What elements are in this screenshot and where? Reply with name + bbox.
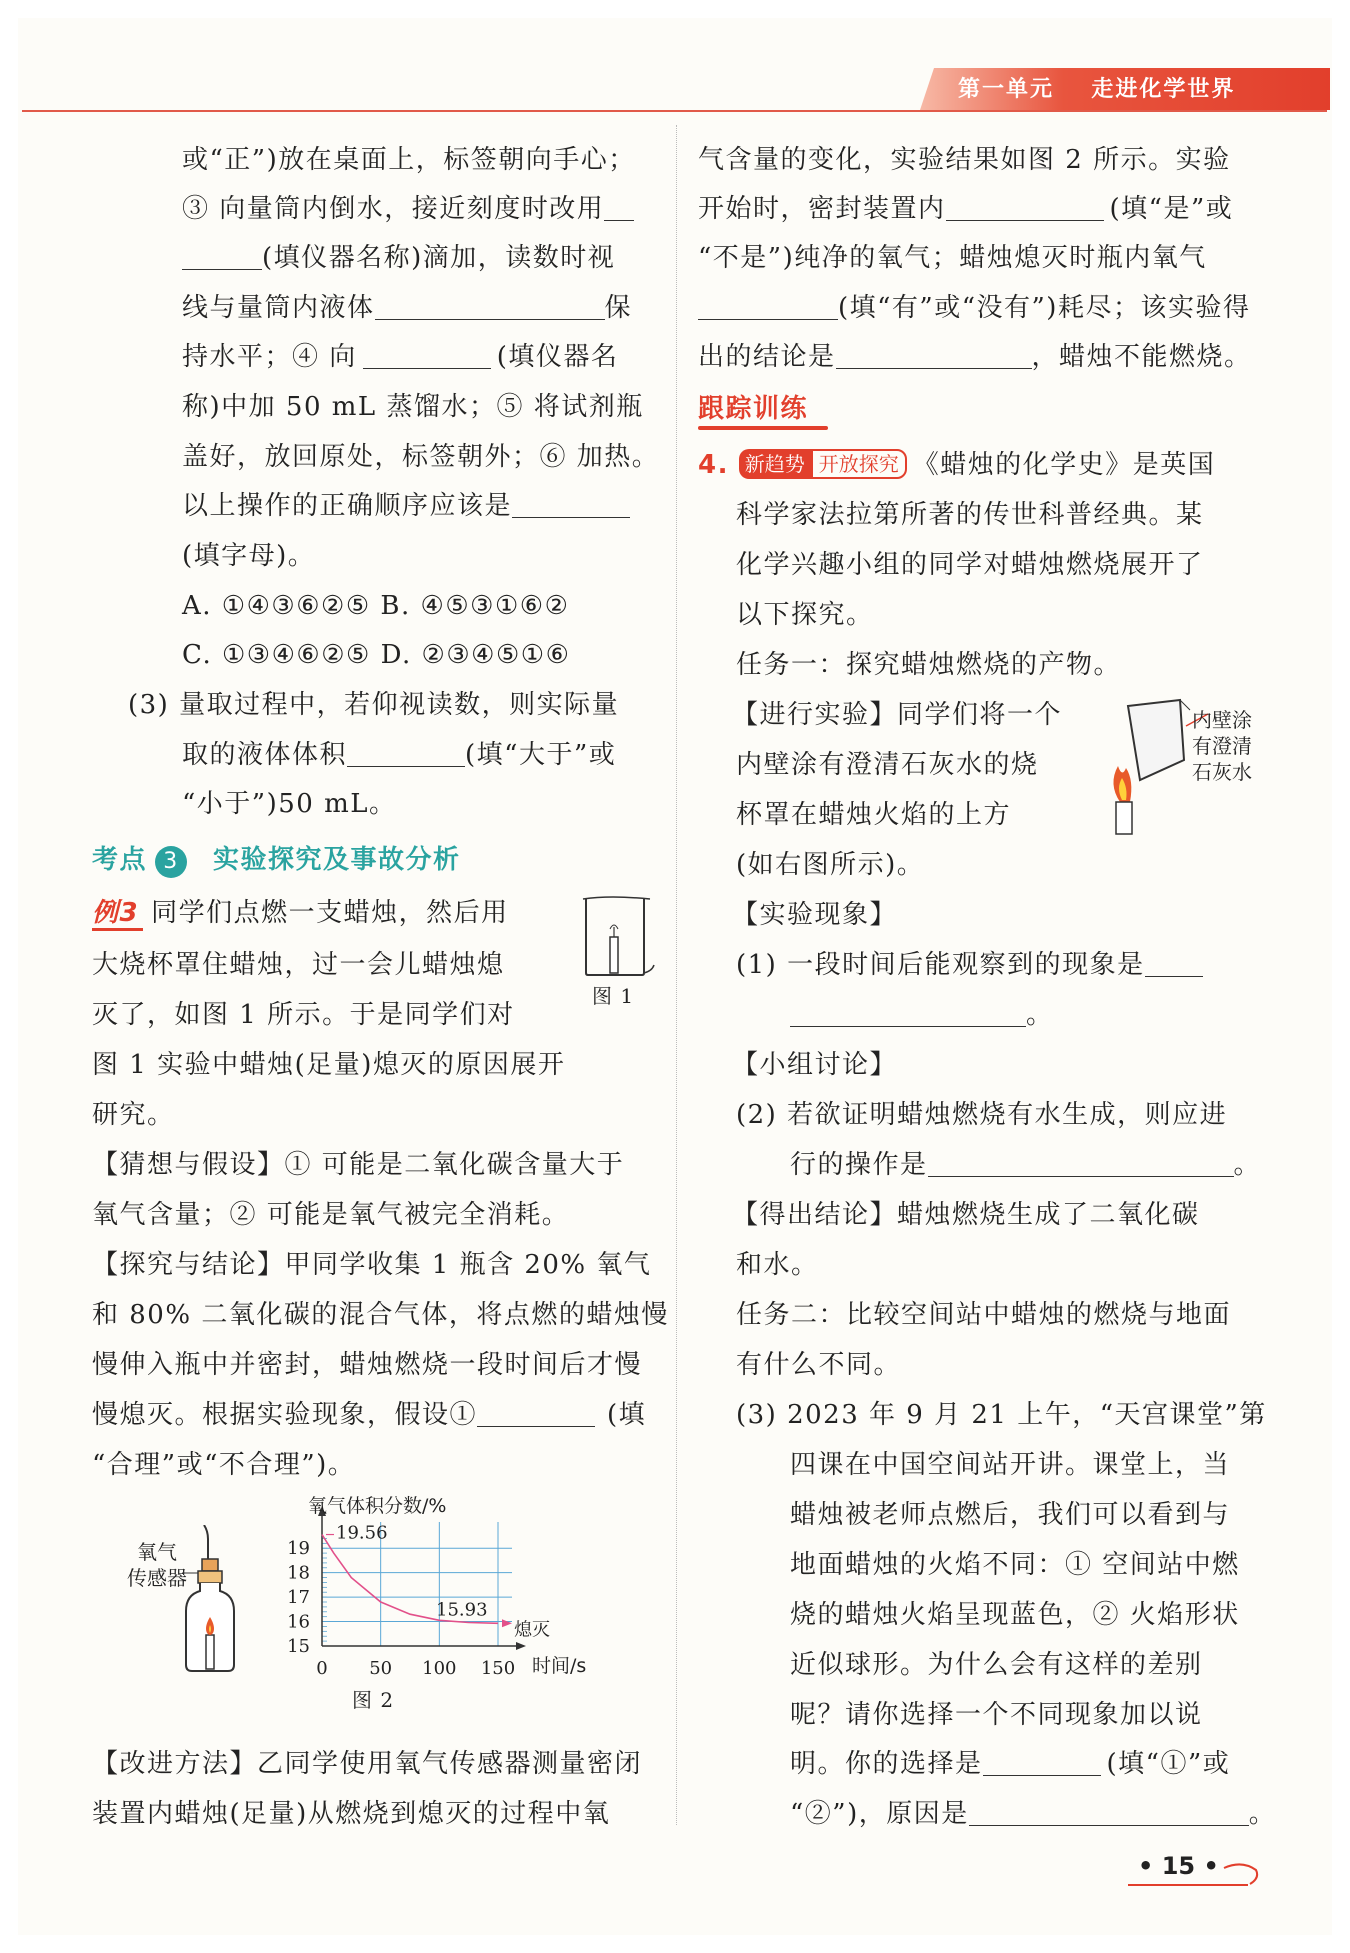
beaker-label-line2: 有澄清 [1192, 734, 1252, 758]
text-line: “②”)，原因是 。 [790, 1799, 1277, 1829]
header-title [958, 72, 1235, 108]
text-line: (3) 2023 年 9 月 21 上午，“天宫课堂”第 [736, 1400, 1267, 1430]
option-line: C. ①③④⑥②⑤ D. ②③④⑤①⑥ [182, 640, 571, 670]
answer-blank[interactable] [1145, 950, 1203, 977]
page-number: • 15 • [1138, 1852, 1219, 1880]
sensor-label-line1: 氧气 [137, 1540, 177, 1564]
text-line: 盖好，放回原处，标签朝外；⑥ 加热。 [182, 442, 660, 472]
option-line: A. ①④③⑥②⑤ B. ④⑤③①⑥② [182, 591, 570, 621]
text-line: 。 [790, 998, 1054, 1032]
answer-blank[interactable] [347, 740, 465, 767]
column-divider [676, 125, 677, 1825]
example-badge: 例3 [92, 898, 143, 931]
kaodian-title: 实验探究及事故分析 [213, 845, 461, 875]
text-line: 杯罩在蜡烛火焰的上方 [736, 800, 1012, 830]
x-tick-label: 150 [480, 1658, 516, 1679]
unit-label: 第一单元 [958, 77, 1055, 102]
text-line: 蜡烛被老师点燃后，我们可以看到与 [790, 1500, 1231, 1530]
y-tick-label: 17 [287, 1587, 310, 1609]
text-line: 氧气含量；② 可能是氧气被完全消耗。 [92, 1200, 570, 1230]
text-line: “合理”或“不合理”)。 [92, 1450, 356, 1480]
text-line: (填“有”或“没有”)耗尽；该实验得 [698, 291, 1250, 325]
answer-blank[interactable] [969, 1799, 1249, 1826]
text-line: 和水。 [736, 1250, 819, 1280]
section-underline [698, 426, 828, 430]
answer-blank[interactable] [182, 243, 262, 270]
text-line: (1) 一段时间后能观察到的现象是 [736, 948, 1203, 982]
sensor-label-line2: 传感器 [127, 1566, 187, 1590]
text-line: 例3 同学们点燃一支蜡烛，然后用 [92, 896, 509, 930]
text-line: 行的操作是 。 [790, 1150, 1262, 1180]
answer-blank[interactable] [928, 1150, 1234, 1177]
y-tick-label: 15 [287, 1636, 310, 1657]
text-line: 地面蜡烛的火焰不同：① 空间站中燃 [790, 1550, 1240, 1580]
text-line: 和 80% 二氧化碳的混合气体，将点燃的蜡烛慢 [92, 1300, 669, 1330]
question-header: 4. 新趋势 开放探究 《蜡烛的化学史》是英国 [698, 450, 1216, 480]
text-line: (填字母)。 [182, 541, 316, 571]
x-axis-arrow [516, 1642, 526, 1650]
text-line: 明。你的选择是 (填“①”或 [790, 1749, 1231, 1779]
x-axis-label: 时间/s [532, 1655, 587, 1677]
text-line: 气含量的变化，实验结果如图 2 所示。实验 [698, 145, 1231, 175]
text-line: 烧的蜡烛火焰呈现蓝色，② 火焰形状 [790, 1600, 1240, 1630]
text-line: 出的结论是 ，蜡烛不能燃烧。 [698, 342, 1252, 372]
tag-open-inquiry: 开放探究 [811, 449, 907, 479]
text-line: (2) 若欲证明蜡烛燃烧有水生成，则应进 [736, 1100, 1228, 1130]
y-tick-label: 16 [287, 1611, 310, 1633]
y-axis-label: 氧气体积分数/% [308, 1495, 447, 1517]
end-marker-arrow [502, 1619, 512, 1627]
text-line: 研究。 [92, 1100, 175, 1130]
kaodian-label: 考点 [92, 845, 148, 875]
page-corner-swirl-icon [1222, 1860, 1262, 1890]
text-line: “不是”)纯净的氧气；蜡烛熄灭时瓶内氧气 [698, 243, 1207, 273]
answer-blank[interactable] [363, 342, 491, 369]
answer-blank[interactable] [604, 194, 634, 221]
tag-new-trend: 新趋势 [739, 449, 811, 479]
text-line: 任务一：探究蜡烛燃烧的产物。 [736, 650, 1122, 680]
answer-blank[interactable] [375, 293, 605, 320]
data-label-start: 19.56 [336, 1522, 388, 1544]
text-line: 灭了，如图 1 所示。于是同学们对 [92, 1000, 515, 1030]
answer-blank[interactable] [983, 1749, 1101, 1776]
text-line: 【改进方法】乙同学使用氧气传感器测量密闭 [92, 1749, 643, 1779]
text-line: 装置内蜡烛(足量)从燃烧到熄灭的过程中氧 [92, 1799, 611, 1829]
text-line: (3) 量取过程中，若仰视读数，则实际量 [128, 690, 620, 720]
text-line: 或“正”)放在桌面上，标签朝向手心； [182, 145, 636, 175]
header-rule [22, 110, 1327, 112]
answer-blank[interactable] [946, 194, 1104, 221]
text-line: 呢？请你选择一个不同现象加以说 [790, 1700, 1203, 1730]
text-line: 近似球形。为什么会有这样的差别 [790, 1650, 1203, 1680]
text-line: 慢熄灭。根据实验现象，假设① (填 [92, 1400, 647, 1430]
text-line: 任务二：比较空间站中蜡烛的燃烧与地面 [736, 1300, 1232, 1330]
kaodian-number: 3 [155, 846, 187, 878]
figure1-diagram [580, 895, 656, 979]
text-line: 【得出结论】蜡烛燃烧生成了二氧化碳 [732, 1200, 1200, 1230]
oxygen-chart [270, 1490, 650, 1680]
x-tick-label: 50 [369, 1658, 393, 1679]
sensor-bottle-diagram [180, 1525, 240, 1675]
text-line: 有什么不同。 [736, 1350, 902, 1380]
y-tick-label: 18 [287, 1562, 310, 1584]
text-line: 【实验现象】 [732, 900, 898, 930]
text-line: 内壁涂有澄清石灰水的烧 [736, 750, 1039, 780]
text-line: 开始时，密封装置内 (填“是”或 [698, 194, 1234, 224]
text-line: 【进行实验】同学们将一个 [732, 700, 1063, 730]
text-line: 大烧杯罩住蜡烛，过一会儿蜡烛熄 [92, 950, 505, 980]
answer-blank[interactable] [512, 491, 630, 518]
beaker-label-line1: 内壁涂 [1192, 708, 1252, 732]
text-line: 四课在中国空间站开讲。课堂上，当 [790, 1450, 1231, 1480]
beaker-label-line3: 石灰水 [1192, 760, 1252, 784]
answer-blank[interactable] [477, 1400, 595, 1427]
text-line: 图 1 实验中蜡烛(足量)熄灭的原因展开 [92, 1050, 566, 1080]
answer-blank[interactable] [790, 1000, 1026, 1027]
x-tick-label: 0 [316, 1658, 328, 1679]
section-heading: 跟踪训练 [698, 394, 809, 424]
text-line: (如右图所示)。 [736, 850, 925, 880]
data-label-end: 15.93 [436, 1599, 488, 1621]
answer-blank[interactable] [698, 293, 838, 320]
y-tick-label: 19 [287, 1538, 310, 1560]
text-line: 科学家法拉第所著的传世科普经典。某 [736, 500, 1204, 530]
figure2-caption: 图 2 [352, 1688, 395, 1712]
text-line: ③ 向量筒内倒水，接近刻度时改用 [182, 192, 634, 226]
figure1-caption: 图 1 [592, 984, 635, 1008]
unit-title: 走进化学世界 [1091, 77, 1236, 102]
question-number: 4. [698, 450, 729, 480]
text-line: “小于”)50 mL。 [182, 789, 397, 819]
annotation-extinguish: 熄灭 [514, 1619, 550, 1641]
text-line: 以上操作的正确顺序应该是 [182, 489, 630, 523]
x-tick-label: 100 [422, 1658, 457, 1679]
text-line: 以下探究。 [736, 600, 874, 630]
text-line: (填仪器名称)滴加，读数时视 [182, 241, 615, 275]
text-line: 【探究与结论】甲同学收集 1 瓶含 20% 氧气 [92, 1250, 652, 1280]
text-line: 【小组讨论】 [732, 1050, 898, 1080]
kaodian-heading [92, 843, 461, 878]
text-line: 取的液体体积 (填“大于”或 [182, 740, 617, 770]
text-line: 【猜想与假设】① 可能是二氧化碳含量大于 [92, 1150, 625, 1180]
text-line: 慢伸入瓶中并密封，蜡烛燃烧一段时间后才慢 [92, 1350, 643, 1380]
text-line: 持水平；④ 向 (填仪器名 [182, 342, 619, 372]
answer-blank[interactable] [836, 342, 1032, 369]
text-line: 化学兴趣小组的同学对蜡烛燃烧展开了 [736, 550, 1204, 580]
text-line: 称)中加 50 mL 蒸馏水；⑤ 将试剂瓶 [182, 392, 644, 422]
text-line: 线与量筒内液体 保 [182, 293, 633, 323]
